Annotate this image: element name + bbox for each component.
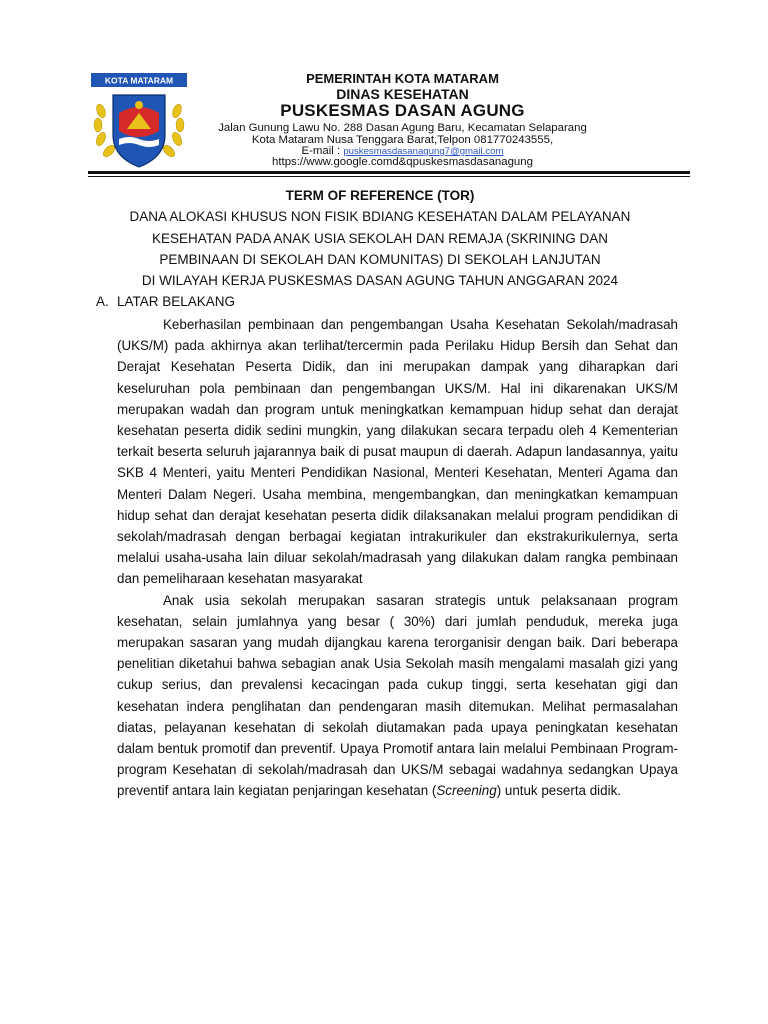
- section-letter: A.: [96, 294, 109, 309]
- website-line: https://www.google.comd&qpuskesmasdasanagung: [272, 156, 533, 168]
- city-logo: [89, 73, 189, 173]
- section-title: LATAR BELAKANG: [117, 294, 236, 309]
- city-emblem-icon: [89, 73, 189, 173]
- paragraph-2: [117, 590, 678, 802]
- header-rule-thin: [88, 176, 690, 177]
- institution-name: PUSKESMAS DASAN AGUNG: [280, 101, 525, 120]
- logo-text: KOTA MATARAM: [104, 75, 174, 86]
- subtitle-line-3: PEMBINAAN DI SEKOLAH DAN KOMUNITAS) DI SEKOLAH LANJUTAN: [159, 252, 601, 267]
- paragraph-2-italic: Screening: [436, 783, 497, 799]
- section-heading: [96, 294, 235, 309]
- paragraph-2-end: ) untuk peserta didik.: [496, 783, 621, 799]
- subtitle-line-1: DANA ALOKASI KHUSUS NON FISIK BDIANG KESEHATAN DALAM PELAYANAN: [129, 209, 631, 224]
- address-line-2: Kota Mataram Nusa Tenggara Barat,Telpon 081770243555,: [251, 134, 554, 146]
- header-rule-thick: [88, 171, 690, 174]
- paragraph-1: Keberhasilan pembinaan dan pengembangan Usaha Kesehatan Sekolah/madrasah (UKS/M) pada akhirnya akan terlihat/tercermin pada Perilaku Hidup Bersih dan Sehat dan Derajat Kesehatan Peserta Didik, dan ini merupakan dampak yang diharapkan dari keseluruhan pola pembinaan dan pengembangan UKS/M. Hal ini dikarenakan UKS/M merupakan wadah dan program untuk meningkatkan kemampuan hidup sehat dan derajat kesehatan peserta didik sedini mungkin, yang dilakukan secara terpadu oleh 4 Kementerian terkait beserta seluruh jajarannya baik di pusat maupun di daerah. Adapun landasannya, yaitu SKB 4 Menteri, yaitu Menteri Pendidikan Nasional, Menteri Kesehatan, Menteri Agama dan Menteri Dalam Negeri. Usaha membina, mengembangkan, dan meningkatkan kemampuan hidup sehat dan derajat kesehatan peserta didik dilaksanakan melalui program pendidikan di sekolah/madrasah dengan berbagai kegiatan intrakurikuler dan ekstrakurikulernya, serta melalui usaha-usaha lain diluar sekolah/madrasah yang dilakukan dalam rangka pembinaan dan pemeliharaan kesehatan masyarakat: [117, 317, 678, 587]
- section-body: [117, 314, 678, 802]
- subtitle-line-4: DI WILAYAH KERJA PUSKESMAS DASAN AGUNG TAHUN ANGGARAN 2024: [141, 273, 619, 288]
- department-name: DINAS KESEHATAN: [336, 86, 469, 102]
- subtitle-line-2: KESEHATAN PADA ANAK USIA SEKOLAH DAN REMAJA (SKRINING DAN: [151, 231, 609, 246]
- address-line-1: Jalan Gunung Lawu No. 288 Dasan Agung Baru, Kecamatan Selaparang: [218, 122, 587, 134]
- document-title: TERM OF REFERENCE (TOR): [285, 188, 475, 203]
- email-link[interactable]: puskesmasdasanagung7@gmail.com: [343, 146, 504, 157]
- paragraph-2-text: Anak usia sekolah merupakan sasaran strategis untuk pelaksanaan program kesehatan, selain jumlahnya yang besar ( 30%) dari jumlah penduduk, mereka juga merupakan sasaran yang mudah dijangkau karena terorganisir dengan baik. Dari beberapa penelitian diketahui bahwa sebagian anak Usia Sekolah masih mengalami masalah gizi yang cukup serius, dan prevalensi kecacingan pada cukup tinggi, serta kesehatan gigi dan kesehatan indera penglihatan dan pendengaran masih ditemukan. Melihat permasalahan diatas, pelayanan kesehatan di sekolah diutamakan pada upaya peningkatan kesehatan dalam bentuk promotif dan preventif. Upaya Promotif antara lain melalui Pembinaan Program-program Kesehatan di sekolah/madrasah dan UKS/M sebagai wadahnya sedangkan Upaya preventif antara lain kegiatan penjaringan kesehatan (: [117, 592, 678, 799]
- email-label: E-mail :: [301, 145, 344, 157]
- government-name: PEMERINTAH KOTA MATARAM: [306, 71, 499, 86]
